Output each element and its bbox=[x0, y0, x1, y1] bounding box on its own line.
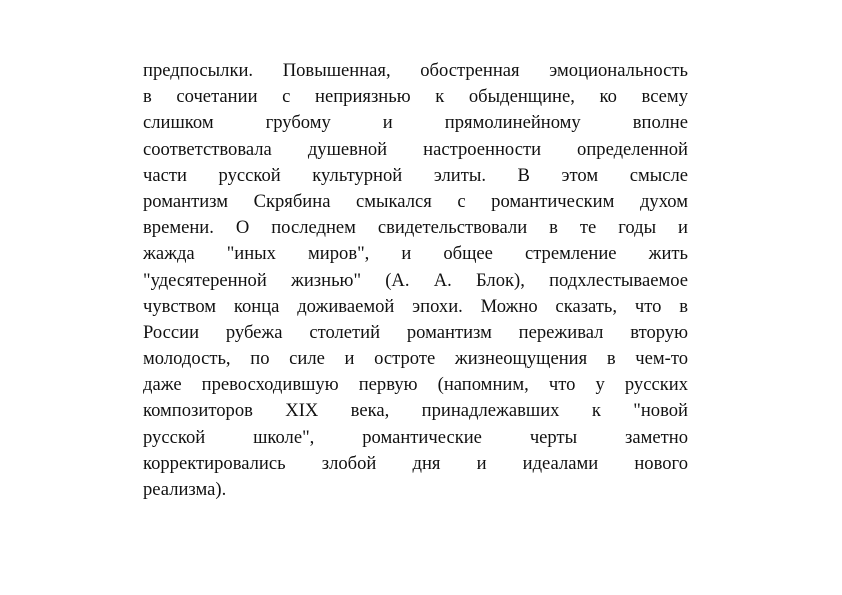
text-line-5: части русской культурной элиты. В этом смысле bbox=[143, 164, 688, 186]
text-line-17: реализма). bbox=[143, 479, 227, 500]
text-line-10: чувством конца доживаемой эпохи. Можно сказать, что в bbox=[143, 295, 688, 317]
text-line-15: русской школе", романтические черты заметно bbox=[143, 426, 688, 448]
body-paragraph bbox=[143, 58, 688, 503]
text-line-1: предпосылки. Повышенная, обостренная эмоциональность bbox=[143, 60, 688, 81]
text-line-12: молодость, по силе и остроте жизнеощущения в чем-то bbox=[143, 348, 688, 370]
text-line-9: "удесятеренной жизнью" (А. А. Блок), подхлестываемое bbox=[143, 269, 688, 291]
text-line-3: слишком грубому и прямолинейному вполне bbox=[143, 112, 688, 134]
text-line-2: в сочетании с неприязнью к обыденщине, ко всему bbox=[143, 86, 688, 108]
text-line-6: романтизм Скрябина смыкался с романтическим духом bbox=[143, 190, 688, 212]
text-line-13: даже превосходившую первую (напомним, что у русских bbox=[143, 374, 688, 396]
text-line-7: времени. О последнем свидетельствовали в те годы и bbox=[143, 217, 688, 239]
text-line-16: корректировались злобой дня и идеалами нового bbox=[143, 452, 688, 474]
text-line-11: России рубежа столетий романтизм переживал вторую bbox=[143, 321, 688, 343]
text-line-14: композиторов XIX века, принадлежавших к "новой bbox=[143, 400, 688, 422]
text-line-4: соответствовала душевной настроенности определенной bbox=[143, 138, 688, 160]
text-line-8: жажда "иных миров", и общее стремление жить bbox=[143, 243, 688, 265]
